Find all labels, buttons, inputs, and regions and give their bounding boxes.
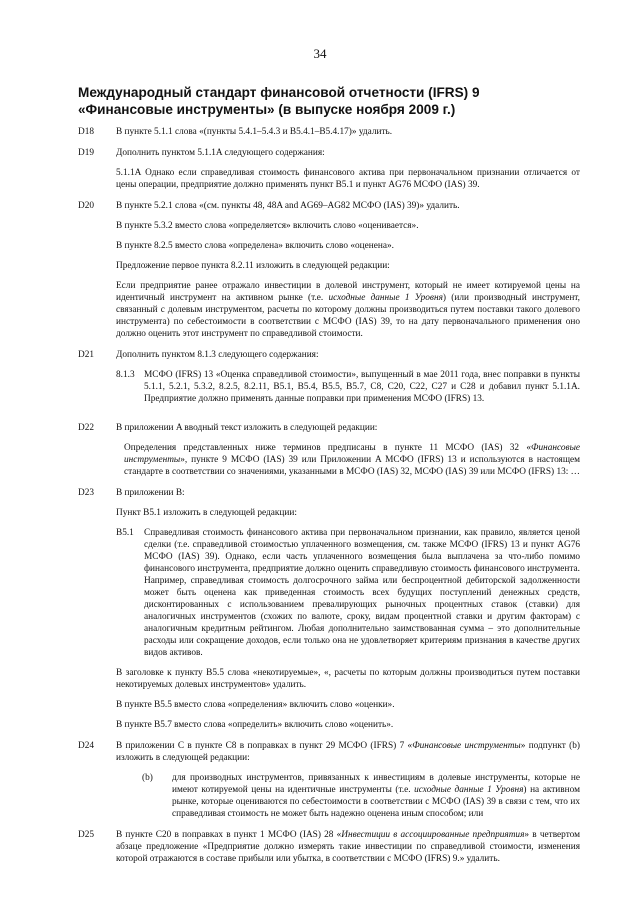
document-title — [78, 84, 578, 118]
amendment-code: D19 — [78, 148, 95, 158]
amendment-quote: 5.1.1A Однако если справедливая стоимость финансового актива при первоначальном признании отличается от цены операции, предприятие должно применять пункт B5.1 и пункт AG76 МСФО (IAS) 39. — [116, 168, 580, 190]
subparagraph-text: МСФО (IFRS) 13 «Оценка справедливой стоимости», выпущенный в мае 2011 года, внес поправки в пункты 5.1.1, 5.2.1, 5.3.2, 8.2.5, 8.2.11, B5.1, B5.4, B5.5, B5.7, C8, C20, C22, C27 и C28 и добавил пункт 5.1.1A. Предприятие должно применять данные поправки при применения МСФО (IFRS) 13. — [144, 370, 580, 404]
amendment-text: В приложении C в пункте C8 в поправках в пункт 29 МСФО (IFRS) 7 «Финансовые инструменты» подпункт (b) изложить в следующей редакции: — [116, 741, 580, 763]
subparagraph-text: Справедливая стоимость финансового актива при первоначальном признании, как правило, является ценой сделки (т.е. справедливой стоимостью уплаченного возмещения, см. также МСФО (IFRS) 13 и пункт AG76 МСФО (IAS) 39). Однако, если часть уплаченного возмещения была выплачена за что-либо помимо финансового инструмента, предприятие должно оценить справедливую стоимость финансового инструмента. Например, справедливая стоимость долгосрочного займа или беспроцентной дебиторской задолженности может быть оценена как приведенная стоимость всех будущих поступлений денежных средств, дисконтированных с использованием превалирующих рыночных процентных ставок (ставки) для аналогичных инструментов (схожих по валюте, сроку, видам процентной ставки и другим факторам) с аналогичным кредитным рейтингом. Любая дополнительно заимствованная сумма – это дополнительные расходы или сокращение доходов, если только она не удовлетворяет критериям признания в качестве других видов активов. — [144, 528, 580, 658]
amendment-code: D24 — [78, 741, 95, 751]
amendment-text: В пункте B5.5 вместо слова «определения» включить слово «оценки». — [116, 700, 395, 710]
amendment-d25 — [78, 829, 580, 865]
amendment-subparagraph — [116, 369, 580, 405]
amendment-code: D23 — [78, 488, 95, 498]
amendment-text: В пункте C20 в поправках в пункт 1 МСФО (IAS) 28 «Инвестиции в ассоциированные предприятия» в четвертом абзаце предложение «Предприятие должно измерять такие инвестиции по справедливой стоимости, изменения которой отражаются в составе прибыли или убытка, в соответствии с МСФО (IFRS) 9.» удалить. — [116, 830, 580, 864]
amendment-text: В приложении B: — [116, 488, 185, 498]
amendment-quote: Определения представленных ниже терминов предписаны в пункте 11 МСФО (IAS) 32 «Финансовые инструменты», пункте 9 МСФО (IAS) 39 или Приложении A МСФО (IFRS) 13 и используются в настоящем стандарте в соответствии со значениями, указанными в МСФО (IAS) 32, МСФО (IAS) 39 или МСФО (IFRS) 13: … — [124, 443, 580, 477]
amendment-d21 — [78, 349, 580, 413]
subparagraph-text: для производных инструментов, привязанных к инвестициям в долевые инструменты, которые не имеют котируемой цены на идентичные инструменты (т.е. исходные данные 1 Уровня) на активном рынке, которые оцениваются по себестоимости в соответствии с МСФО (IAS) 39 в связи с тем, что их справедливая стоимость не может быть надежно оценена иным способом; или — [172, 773, 580, 819]
amendment-quote: Если предприятие ранее отражало инвестиции в долевой инструмент, который не имеет котируемой цены на идентичный инструмент на активном рынке (т.е. исходные данные 1 Уровня) (или производный инструмент, связанный с долевым инструментом, расчеты по которому должны производиться путем поставки такого долевого инструмента) по себестоимости в соответствии с МСФО (IAS) 39, то на дату первоначального применения оно должно оценить этот инструмент по справедливой стоимости. — [116, 281, 580, 339]
amendment-d20 — [78, 200, 580, 340]
amendment-text: В пункте B5.7 вместо слова «определить» включить слово «оценить». — [116, 720, 394, 730]
amendment-subparagraph — [116, 527, 580, 659]
subparagraph-number: 8.1.3 — [116, 370, 135, 380]
title-line-2: «Финансовые инструменты» (в выпуске ноября 2009 г.) — [78, 102, 456, 117]
amendment-code: D20 — [78, 201, 95, 211]
amendment-text: Предложение первое пункта 8.2.11 изложить в следующей редакции: — [116, 261, 390, 271]
amendment-code: D22 — [78, 423, 95, 433]
amendment-text: Пункт B5.1 изложить в следующей редакции: — [116, 508, 297, 518]
amendment-d19 — [78, 147, 580, 191]
amendment-text: В приложении A вводный текст изложить в следующей редакции: — [116, 423, 378, 433]
amendment-d18 — [78, 126, 580, 138]
subparagraph-number: (b) — [142, 773, 153, 783]
amendment-text: В пункте 5.3.2 вместо слова «определяется» включить слово «оценивается». — [116, 221, 419, 231]
amendment-d23 — [78, 487, 580, 731]
amendments-list — [78, 126, 580, 874]
amendment-code: D25 — [78, 830, 95, 840]
amendment-text: Дополнить пунктом 8.1.3 следующего содержания: — [116, 350, 319, 360]
subparagraph-number: B5.1 — [116, 528, 134, 538]
amendment-text: В пункте 5.2.1 слова «(см. пункты 48, 48A and AG69–AG82 МСФО (IAS) 39)» удалить. — [116, 201, 460, 211]
amendment-subparagraph — [116, 772, 580, 820]
amendment-text: В заголовке к пункту B5.5 слова «некотируемые», «, расчеты по которым должны производиться путем поставки некотируемых долевых инструментов» удалить. — [116, 668, 580, 690]
amendment-text: В пункте 8.2.5 вместо слова «определена» включить слово «оценена». — [116, 241, 394, 251]
amendment-code: D21 — [78, 350, 95, 360]
title-line-1: Международный стандарт финансовой отчетности (IFRS) 9 — [78, 85, 480, 100]
amendment-d22 — [78, 422, 580, 478]
amendment-text: Дополнить пунктом 5.1.1A следующего содержания: — [116, 148, 325, 158]
amendment-code: D18 — [78, 127, 95, 137]
amendment-d24 — [78, 740, 580, 820]
page-number: 34 — [313, 46, 327, 61]
amendment-text: В пункте 5.1.1 слова «(пункты 5.4.1–5.4.3 и B5.4.1–B5.4.17)» удалить. — [116, 127, 393, 137]
